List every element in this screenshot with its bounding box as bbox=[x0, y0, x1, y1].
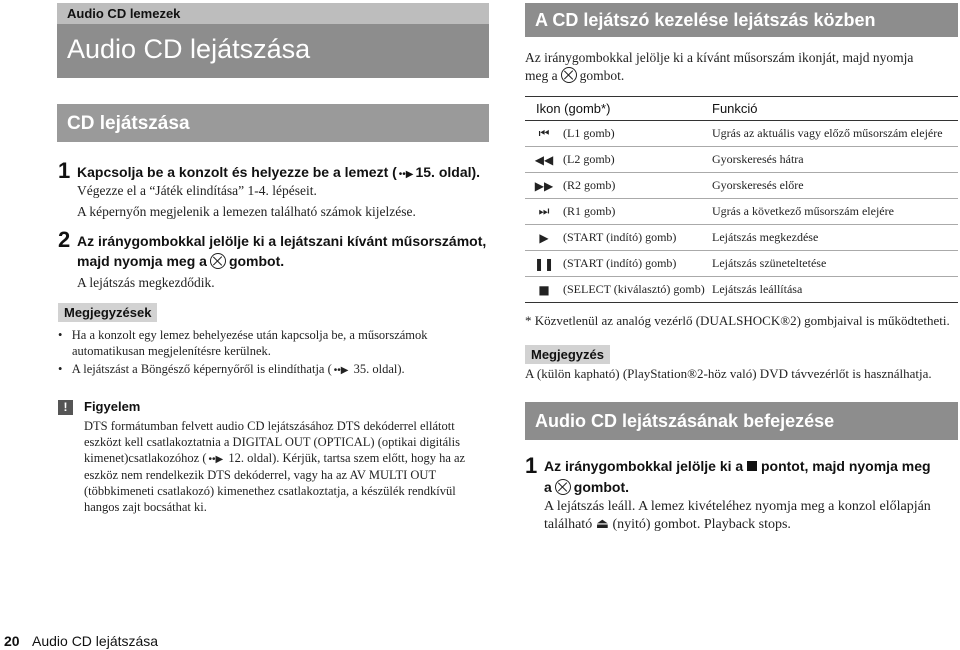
table-body bbox=[525, 121, 958, 303]
function-cell: Gyorskeresés hátra bbox=[712, 147, 958, 173]
subsection-heading-band bbox=[57, 104, 489, 142]
page-ref-icon: ••▶ bbox=[398, 169, 414, 180]
step-number: 1 bbox=[525, 453, 538, 478]
step-title bbox=[544, 458, 931, 474]
step-title-text: Kapcsolja be a konzolt és helyezze be a lemezt ( bbox=[77, 164, 397, 180]
step-title-text: Az iránygombokkal jelölje ki a bbox=[544, 458, 744, 474]
page-title: Audio CD lejátszása bbox=[67, 34, 311, 64]
caution-line: DTS formátumban felvett audio CD lejátszásához DTS dekóderrel ellátott bbox=[84, 419, 455, 433]
function-cell: Ugrás a következő műsorszám elejére bbox=[712, 199, 958, 225]
section-heading-band bbox=[525, 3, 958, 37]
button-cell: (L2 gomb) bbox=[563, 147, 712, 173]
notes-list bbox=[58, 327, 488, 377]
section-heading: A CD lejátszó kezelése lejátszás közben bbox=[535, 10, 876, 30]
caution-line: kimenet)csatlakozóhoz ( ••▶ 12. oldal). Kérjük, tartsa szem előtt, hogy ha az bbox=[84, 451, 466, 466]
table-row bbox=[525, 147, 958, 173]
function-cell: Ugrás az aktuális vagy előző műsorszám elejére bbox=[712, 121, 958, 147]
caution-line: (többkimeneti csatlakozó) kimenethez csatlakoztatja, a készülék rendkívül bbox=[84, 483, 456, 498]
step-text: A lejátszás leáll. A lemez kivételéhez nyomja meg a konzol előlapján bbox=[544, 499, 931, 514]
step-number: 1 bbox=[58, 158, 71, 183]
controls-table bbox=[525, 96, 958, 303]
intro-text bbox=[525, 67, 624, 84]
section-heading-band bbox=[525, 402, 958, 440]
step-title-text: pontot, majd nyomja meg bbox=[760, 458, 931, 474]
page-title-band bbox=[57, 24, 489, 78]
control-icon: ❚❚ bbox=[525, 251, 563, 277]
stop-square-icon bbox=[747, 461, 757, 471]
table-header-row bbox=[525, 97, 958, 121]
step-text: A képernyőn megjelenik a lemezen található számok kijelzése. bbox=[77, 204, 416, 219]
footer-title: Audio CD lejátszása bbox=[32, 633, 159, 649]
button-cell: (SELECT (kiválasztó) gomb) bbox=[563, 277, 712, 303]
intro-text: Az iránygombokkal jelölje ki a kívánt műsorszám ikonját, majd nyomja bbox=[525, 50, 914, 65]
step-title: Az iránygombokkal jelölje ki a lejátszani kívánt műsorszámot, bbox=[77, 233, 487, 249]
step-text-part: (nyitó) gombot. Playback stops. bbox=[612, 517, 791, 532]
page-number: 20 bbox=[4, 633, 20, 649]
table-row bbox=[525, 121, 958, 147]
note-text: A (külön kapható) (PlayStation®2-höz való) DVD távvezérlőt is használhatja. bbox=[525, 366, 932, 381]
step-title-text: gombot. bbox=[573, 479, 630, 495]
cross-button-icon bbox=[210, 253, 226, 269]
control-icon: ⏮ bbox=[525, 121, 563, 147]
step-text: Végezze el a “Játék elindítása” 1-4. lépéseit. bbox=[77, 183, 317, 198]
table-row bbox=[525, 277, 958, 303]
control-icon: ▶▶ bbox=[525, 173, 563, 199]
note-label: Megjegyzés bbox=[525, 345, 610, 364]
step-text: A lejátszás megkezdődik. bbox=[77, 275, 215, 290]
control-icon: ■ bbox=[525, 277, 563, 303]
page-ref-icon: ••▶ bbox=[208, 454, 224, 466]
footnote: * Közvetlenül az analóg vezérlő (DUALSHOCK®2) gombjaival is működtetheti. bbox=[525, 313, 950, 328]
step-number: 2 bbox=[58, 227, 71, 252]
list-item: • A lejátszást a Böngésző képernyőről is elindíthatja ( ••▶ 35. oldal). bbox=[58, 362, 405, 376]
button-cell: (R1 gomb) bbox=[563, 199, 712, 225]
eject-icon: ⏏ bbox=[595, 516, 609, 532]
table-header: Funkció bbox=[712, 97, 958, 121]
button-cell: (L1 gomb) bbox=[563, 121, 712, 147]
control-icon: ▶ bbox=[525, 225, 563, 251]
function-cell: Lejátszás leállítása bbox=[712, 277, 958, 303]
function-cell: Lejátszás megkezdése bbox=[712, 225, 958, 251]
caution-line: eszköz nem rendelkezik DTS dekóderrel, vagy ha az AV MULTI OUT bbox=[84, 467, 437, 482]
caution-line: hangos zajt bocsáthat ki. bbox=[84, 500, 207, 515]
table-row bbox=[525, 173, 958, 199]
step-title bbox=[77, 253, 284, 269]
intro-text-part: meg a bbox=[525, 68, 558, 83]
caution-line: eszközt kell csatlakoztatnia a DIGITAL OUT (OPTICAL) (optikai digitális bbox=[84, 435, 460, 450]
table-row bbox=[525, 199, 958, 225]
function-cell: Lejátszás szüneteltetése bbox=[712, 251, 958, 277]
step-title-text: a bbox=[544, 479, 552, 495]
table-row bbox=[525, 225, 958, 251]
section-tag bbox=[57, 3, 489, 24]
step-title-text: majd nyomja meg a bbox=[77, 253, 207, 269]
function-cell: Gyorskeresés előre bbox=[712, 173, 958, 199]
subsection-heading: CD lejátszása bbox=[67, 113, 190, 134]
cross-button-icon bbox=[561, 67, 577, 83]
step-title bbox=[77, 164, 480, 180]
control-icon: ◀◀ bbox=[525, 147, 563, 173]
section-tag-text: Audio CD lemezek bbox=[67, 6, 181, 21]
caution-icon: ! bbox=[58, 400, 73, 415]
table-header: Ikon (gomb*) bbox=[525, 97, 712, 121]
page-ref-icon: ••▶ bbox=[333, 365, 349, 376]
step-text bbox=[544, 516, 791, 533]
table-row bbox=[525, 251, 958, 277]
intro-text-part: gombot. bbox=[579, 68, 625, 83]
caution-label: Figyelem bbox=[84, 399, 141, 414]
step-title-text: gombot. bbox=[228, 253, 285, 269]
button-cell: (START (indító) gomb) bbox=[563, 251, 712, 277]
list-item: automatikusan megjelenítésre kerülnek. bbox=[72, 344, 271, 358]
cross-button-icon bbox=[555, 479, 571, 495]
notes-label: Megjegyzések bbox=[58, 303, 157, 322]
section-heading: Audio CD lejátszásának befejezése bbox=[535, 411, 835, 431]
step-title-ref: 15. oldal). bbox=[415, 164, 481, 180]
button-cell: (R2 gomb) bbox=[563, 173, 712, 199]
button-cell: (START (indító) gomb) bbox=[563, 225, 712, 251]
list-item: • Ha a konzolt egy lemez behelyezése után kapcsolja be, a műsorszámok bbox=[58, 328, 428, 342]
control-icon: ⏭ bbox=[525, 199, 563, 225]
caution-text bbox=[84, 418, 489, 515]
step-title bbox=[544, 479, 629, 495]
step-text-part: található bbox=[544, 517, 593, 532]
